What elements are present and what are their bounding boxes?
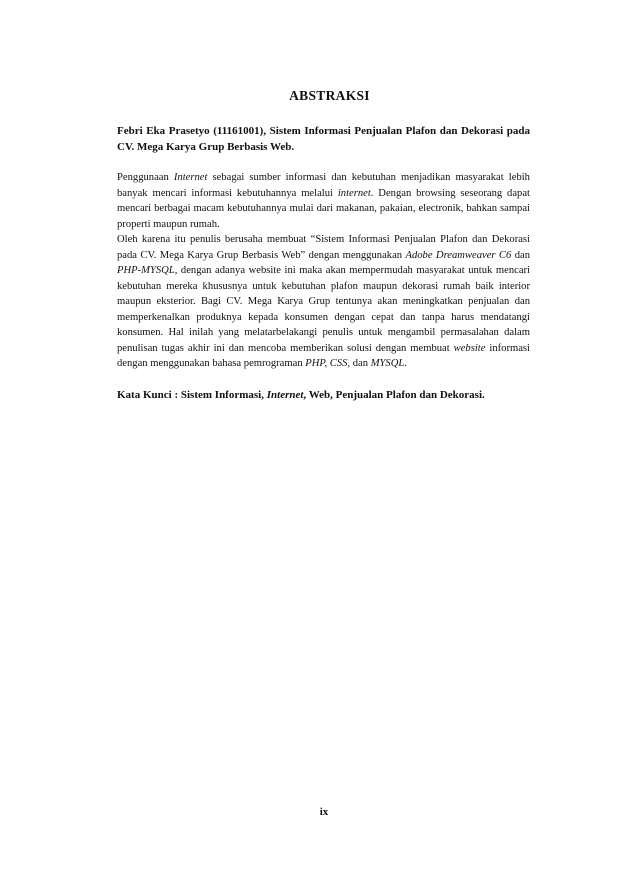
italic-term: Internet (266, 388, 304, 401)
italic-term: PHP-MYSQL (117, 265, 175, 276)
italic-term: internet (337, 187, 371, 199)
text-run: . (404, 358, 407, 369)
author-citation: Febri Eka Prasetyo (11161001), Sistem Informasi Penjualan Plafon dan Dekorasi pada CV. Mega Karya Grup Berbasis Web. (117, 125, 530, 153)
keywords-label: Kata Kunci : (117, 388, 179, 401)
italic-term: website (453, 342, 486, 354)
italic-term: Adobe Dreamweaver C6 (405, 249, 512, 261)
text-run: informasi dengan menggunakan bahasa pemrograman (117, 342, 530, 369)
italic-term: MYSQL (370, 358, 405, 369)
text-run: Oleh karena itu penulis berusaha membuat “Sistem Informasi Penjualan Plafon dan Dekorasi pada CV. Mega Karya Grup Berbasis Web” dengan menggunakan (117, 234, 530, 261)
abstract-paragraph-2 (117, 232, 530, 372)
abstract-paragraph-1 (117, 170, 530, 232)
text-run: Sistem Informasi, (178, 388, 267, 401)
page-number: ix (319, 806, 329, 818)
italic-term: PHP, CSS, (305, 358, 351, 369)
italic-term: Internet (173, 172, 208, 183)
keywords (117, 387, 530, 403)
document-title: ABSTRAKSI (289, 88, 370, 103)
text-run: sebagai sumber informasi dan kebutuhan menjadikan masyarakat lebih banyak mencari informasi kebutuhannya melalui (117, 172, 530, 199)
text-run: , Web, Penjualan Plafon dan Dekorasi. (303, 388, 485, 401)
text-run: dan (511, 249, 531, 261)
text-run: , dengan adanya website ini maka akan mempermudah masyarakat untuk mencari kebutuhan mereka khususnya untuk kebutuhan plafon maupun dekorasi rumah baik interior maupun eksterior. Bagi CV. Mega Karya Grup tentunya akan meningkatkan penjualan dan memperkenalkan produknya kepada konsumen dengan cepat dan tanpa harus mendatangi konsumen. Hal inilah yang melatarbelakangi penulis untuk mengambil permasalahan dalam penulisan tugas akhir ini dan mencoba memberikan solusi dengan membuat (117, 265, 530, 354)
text-run: dan (350, 358, 371, 369)
text-run: Penggunaan (117, 172, 174, 183)
document-page (117, 88, 530, 403)
text-run: . Dengan browsing seseorang dapat mencari berbagai macam kebutuhannya mulai dari makanan, pakaian, electronik, bahkan sampai properti maupun rumah. (117, 187, 530, 230)
